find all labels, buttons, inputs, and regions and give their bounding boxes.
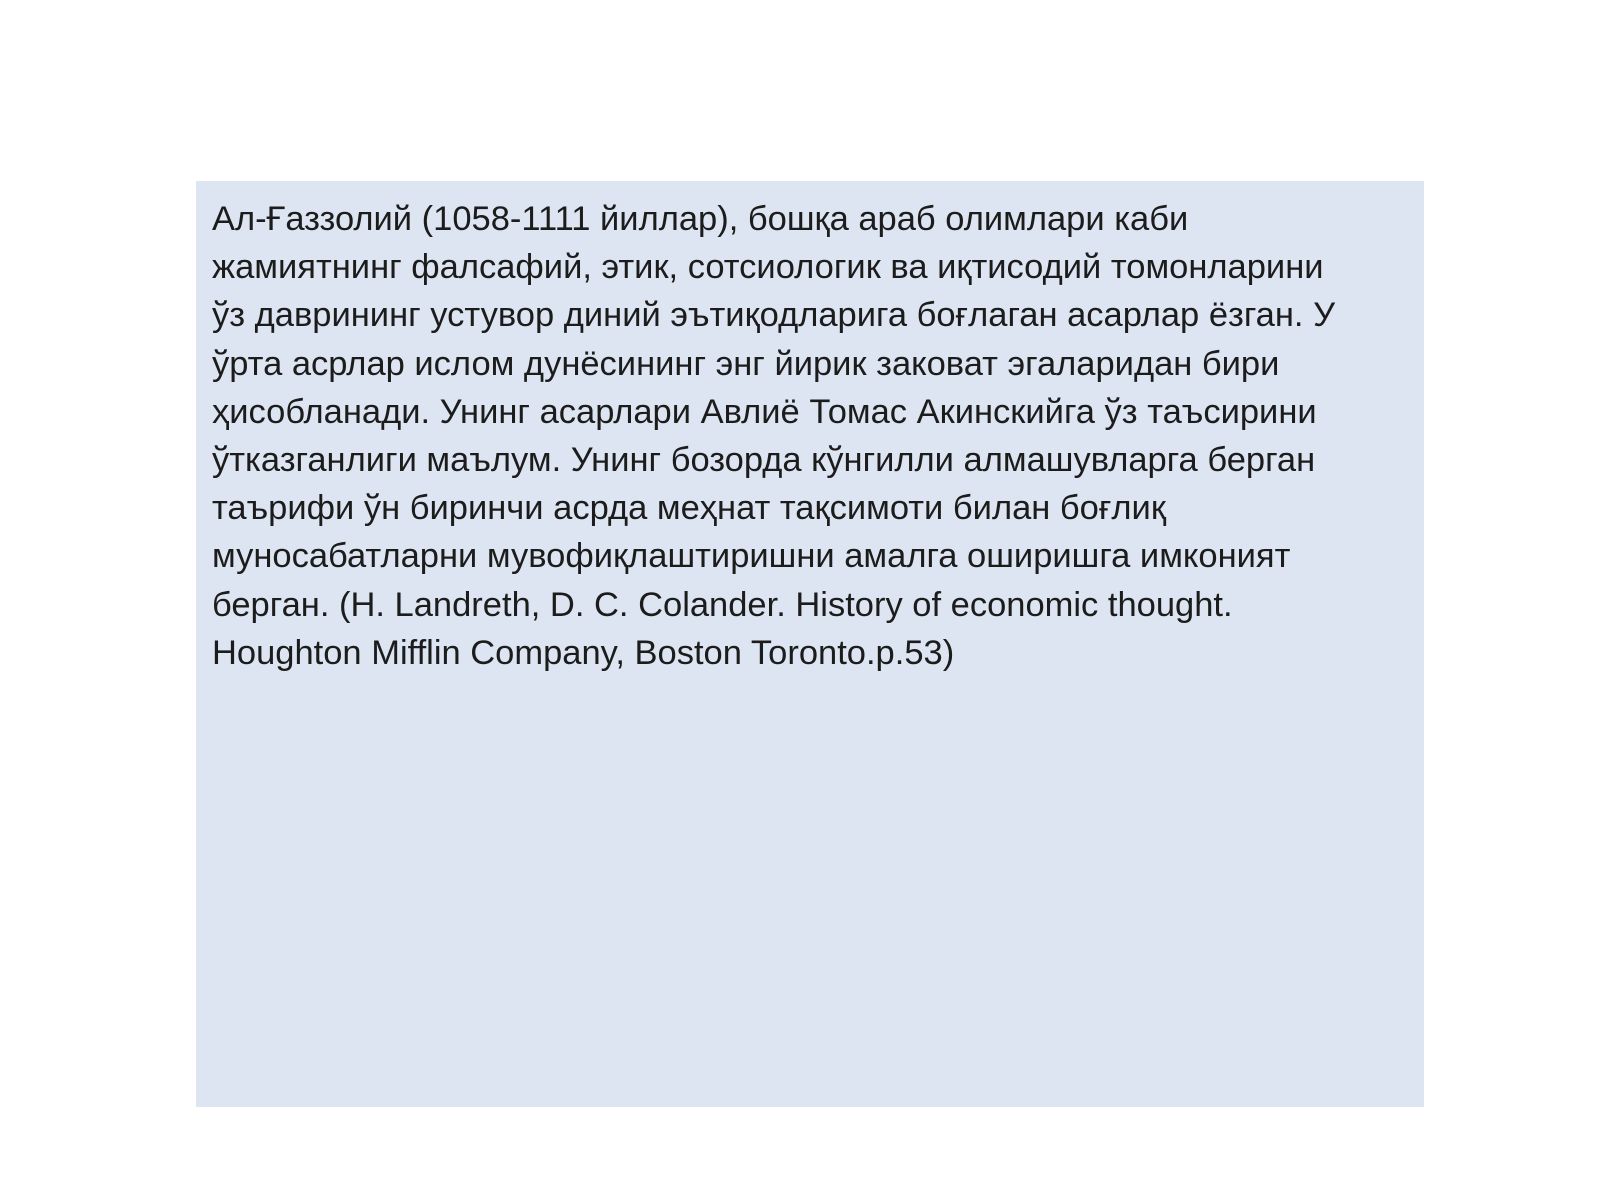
text-line-1: Ал-Ғаззолий (1058-1111 йиллар), бошқа араб олимлари каби bbox=[212, 200, 1189, 238]
text-line-10: Houghton Mifflin Company, Boston Toronto.p.53) bbox=[212, 633, 955, 672]
text-line-4: ўрта асрлар ислом дунёсининг энг йирик заковат эгаларидан бири bbox=[212, 344, 1280, 383]
text-line-3: ўз даврининг устувор диний эътиқодларига боғлаган асарлар ёзган. У bbox=[212, 296, 1335, 335]
text-line-5: ҳисобланади. Унинг асарлари Авлиё Томас Акинскийга ўз таъсирини bbox=[212, 392, 1317, 431]
text-line-6: ўтказганлиги маълум. Унинг бозорда кўнгилли алмашувларга берган bbox=[212, 441, 1316, 480]
text-line-8: муносабатларни мувофиқлаштиришни амалга оширишга имконият bbox=[212, 537, 1291, 576]
text-line-7: таърифи ўн биринчи асрда меҳнат тақсимоти билан боғлиқ bbox=[212, 489, 1166, 528]
body-paragraph bbox=[212, 195, 1408, 677]
text-line-9: берган. (H. Landreth, D. C. Colander. History of economic thought. bbox=[212, 585, 1233, 624]
text-box bbox=[196, 181, 1424, 1107]
text-line-2: жамиятнинг фалсафий, этик, сотсиологик ва иқтисодий томонларини bbox=[212, 248, 1324, 287]
